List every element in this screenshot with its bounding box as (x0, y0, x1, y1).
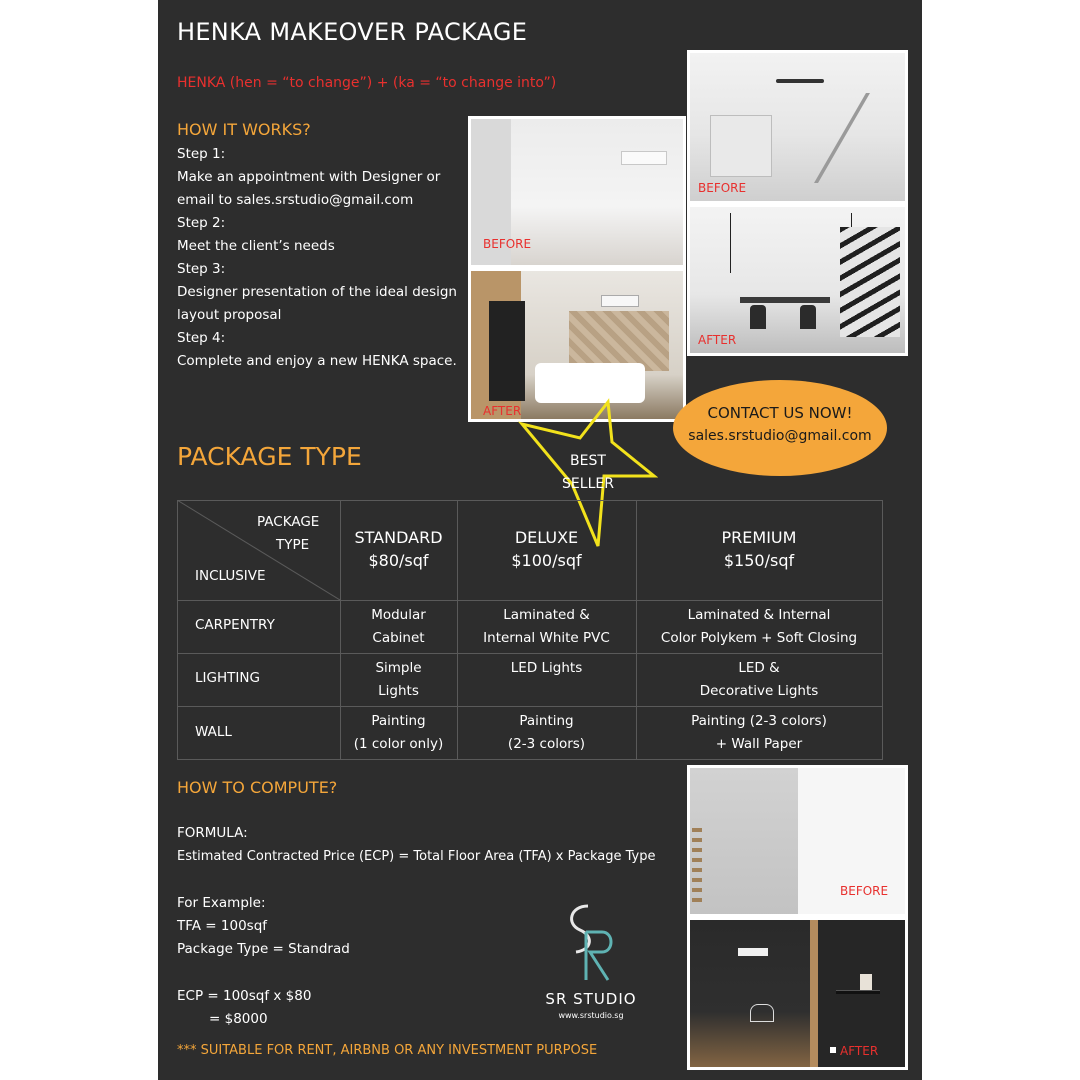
aircon-unit (738, 948, 768, 956)
step-line: layout proposal (177, 307, 282, 323)
cell-line: Color Polykem + Soft Closing (660, 630, 858, 646)
step-line: Step 3: (177, 261, 226, 277)
photo-label-after: AFTER (698, 333, 737, 347)
table-cell (340, 710, 457, 756)
example-package: Package Type = Standrad (177, 941, 350, 957)
row-label-wall: WALL (195, 724, 232, 740)
contact-heading: CONTACT US NOW! (707, 404, 853, 422)
cell-line: Modular (371, 607, 426, 623)
logo-name: SR STUDIO (545, 990, 637, 1008)
table-cell (340, 657, 457, 703)
footer-note: *** SUITABLE FOR RENT, AIRBNB OR ANY INVESTMENT PURPOSE (177, 1043, 598, 1058)
contact-email[interactable]: sales.srstudio@gmail.com (688, 428, 872, 444)
table-cell (340, 604, 457, 650)
cell-line: Painting (2-3 colors) (691, 713, 827, 729)
photo-living-after (687, 917, 908, 1070)
corner-package-label: PACKAGE (257, 514, 320, 530)
photo-hall-before (687, 50, 908, 204)
example-result: = $8000 (209, 1011, 268, 1027)
aircon-unit (601, 295, 639, 307)
logo-url[interactable]: www.srstudio.sg (558, 1011, 624, 1020)
ladder (692, 828, 702, 908)
photo-label-after: AFTER (483, 404, 522, 418)
column-header-premium (636, 526, 882, 572)
cell-line: LED & (738, 660, 780, 676)
chair (750, 1004, 774, 1022)
bed (535, 363, 645, 403)
cell-line: Painting (371, 713, 426, 729)
cell-line: (2-3 colors) (507, 736, 586, 752)
table-cell (636, 657, 882, 703)
how-to-compute-heading: HOW TO COMPUTE? (177, 778, 338, 797)
table-cell (636, 710, 882, 756)
package-name: STANDARD (354, 528, 443, 547)
photo-room-before (468, 116, 686, 268)
photo-label-before: BEFORE (483, 237, 532, 251)
step-line: Step 1: (177, 146, 226, 162)
table-cell (457, 710, 636, 756)
example-label: For Example: (177, 895, 266, 911)
package-price: $80/sqf (368, 551, 429, 570)
package-table (177, 500, 883, 760)
cell-line: Lights (378, 683, 419, 699)
cell-line: + Wall Paper (715, 736, 803, 752)
formula-text: Estimated Contracted Price (ECP) = Total Floor Area (TFA) x Package Type (177, 849, 656, 864)
step-line: Make an appointment with Designer or (177, 169, 441, 185)
cell-line: LED Lights (510, 660, 583, 676)
page-title: HENKA MAKEOVER PACKAGE (177, 18, 528, 46)
corner-type-label: TYPE (276, 537, 310, 553)
photo-label-before: BEFORE (840, 884, 889, 898)
formula-label: FORMULA: (177, 825, 248, 841)
tagline: HENKA (hen = “to change”) + (ka = “to change into”) (177, 75, 557, 91)
cell-line: Painting (519, 713, 574, 729)
table-rule (177, 653, 883, 654)
column-header-deluxe (457, 526, 636, 572)
column-header-standard (340, 526, 457, 572)
dark-room (690, 920, 810, 1070)
cell-line: Laminated & Internal (687, 607, 831, 623)
table-cell (457, 604, 636, 650)
photo-dining-after (687, 204, 908, 356)
row-label-lighting: LIGHTING (195, 670, 260, 686)
badge-line: BEST (570, 453, 606, 469)
example-ecp: ECP = 100sqf x $80 (177, 988, 312, 1004)
staircase-rail (814, 93, 870, 183)
sr-studio-logo-icon (558, 900, 618, 990)
photo-label-after: AFTER (840, 1044, 879, 1058)
table-rule (177, 600, 883, 601)
package-type-heading: PACKAGE TYPE (177, 442, 362, 471)
step-line: Step 2: (177, 215, 226, 231)
table-cell (457, 657, 636, 680)
row-label-carpentry: CARPENTRY (195, 617, 275, 633)
photo-living-before (687, 765, 908, 917)
herringbone-headboard (569, 311, 669, 371)
cell-line: (1 color only) (353, 736, 444, 752)
room-depth (690, 768, 800, 917)
table-rule (177, 759, 883, 760)
table-cell (636, 604, 882, 650)
aircon-unit (621, 151, 667, 165)
contact-callout[interactable] (673, 380, 887, 476)
corner-inclusive-label: INCLUSIVE (195, 568, 266, 584)
ceiling-fan (776, 79, 824, 83)
cell-line: Cabinet (372, 630, 425, 646)
photo-label-before: BEFORE (698, 181, 747, 195)
best-seller-badge (548, 450, 628, 496)
black-staircase (840, 227, 900, 337)
dining-table (740, 297, 830, 303)
cell-line: Simple (375, 660, 422, 676)
package-name: PREMIUM (721, 528, 797, 547)
step-line: Step 4: (177, 330, 226, 346)
pendant-lights (730, 213, 852, 273)
package-price: $100/sqf (511, 551, 582, 570)
kitchen-cabinets (710, 115, 772, 177)
shelf-decor (860, 974, 872, 990)
cell-line: Laminated & (503, 607, 590, 623)
poster (158, 0, 922, 1080)
package-name: DELUXE (514, 528, 579, 547)
package-price: $150/sqf (723, 551, 795, 570)
how-it-works-heading: HOW IT WORKS? (177, 120, 311, 139)
step-line: Designer presentation of the ideal design (177, 284, 457, 300)
step-line: Complete and enjoy a new HENKA space. (177, 353, 457, 369)
bullet-mark (830, 1047, 836, 1053)
dark-wall-panel (489, 301, 525, 401)
steps-list (177, 143, 477, 373)
table-rule (882, 500, 883, 760)
step-line: email to sales.srstudio@gmail.com (177, 192, 414, 208)
cell-line: Internal White PVC (483, 630, 610, 646)
wall-shelf (836, 990, 880, 994)
table-rule (177, 706, 883, 707)
dining-chair (750, 305, 766, 329)
dining-chair (800, 305, 816, 329)
badge-line: SELLER (562, 476, 614, 492)
wood-column (810, 920, 818, 1070)
cell-line: Decorative Lights (699, 683, 819, 699)
step-line: Meet the client’s needs (177, 238, 335, 254)
example-tfa: TFA = 100sqf (177, 918, 268, 934)
